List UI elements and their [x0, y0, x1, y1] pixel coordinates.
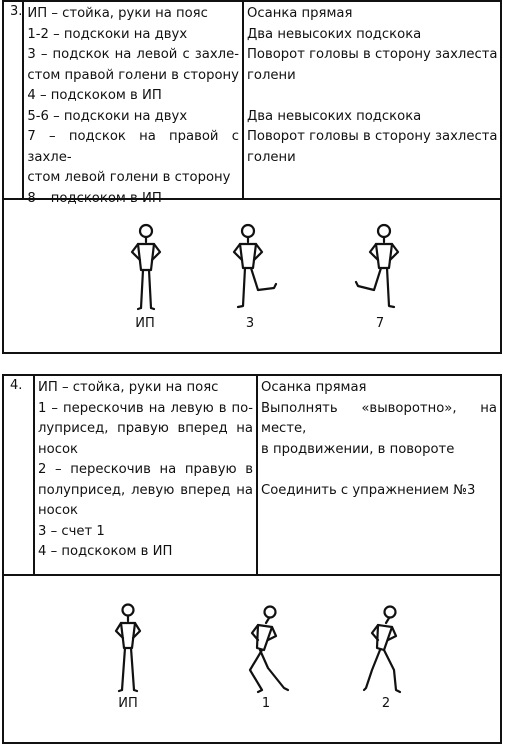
description-line: 3 – счет 1	[38, 523, 105, 539]
description-line: носок	[38, 503, 78, 518]
description-line: луприсед, правую вперед на	[38, 421, 253, 436]
figure-caption: ИП	[118, 696, 138, 711]
figure-caption: 7	[375, 316, 385, 331]
stick-figure-start-position	[122, 222, 172, 312]
exercise-3-table	[2, 0, 502, 354]
note-line: Соединить с упражнением №3	[261, 482, 476, 498]
note-line: голени	[246, 149, 296, 165]
description-line: стом левой голени в сторону	[27, 170, 231, 185]
exercise-description	[35, 376, 258, 574]
description-line: 1 – перескочив на левую в по-	[38, 400, 253, 416]
note-line: голени	[246, 67, 296, 83]
exercise-4-figures	[4, 576, 500, 742]
note-line: Два невысоких подскока	[246, 108, 422, 124]
description-line: носок	[38, 441, 78, 457]
description-line: 2 – перескочив на правую в	[38, 462, 253, 477]
description-line: 8 – подскоком в ИП	[27, 190, 162, 206]
figure-caption: 1	[261, 696, 271, 711]
note-line: Осанка прямая	[246, 6, 353, 21]
figure-caption: 3	[245, 316, 255, 331]
exercise-notes	[258, 376, 500, 574]
stick-figure-start-position	[104, 602, 154, 694]
exercise-3-text-row	[4, 2, 500, 206]
stick-figure-count-3	[226, 222, 286, 312]
exercise-number: 4.	[4, 376, 35, 574]
exercise-notes	[244, 2, 501, 198]
note-line: в продвижении, в повороте	[261, 441, 455, 457]
exercise-4-text-row	[4, 376, 500, 576]
exercise-4-table	[2, 374, 502, 744]
description-line: 7 – подскок на правой с захле-	[27, 129, 239, 165]
description-line: полуприсед, левую вперед на	[38, 482, 253, 498]
description-line: 4 – подскоком в ИП	[38, 544, 173, 559]
description-line: 5-6 – подскоки на двух	[27, 108, 188, 124]
note-line: Поворот головы в сторону захлеста	[246, 129, 498, 144]
description-line: 3 – подскок на левой с захле-	[27, 47, 239, 62]
note-line: Выполнять «выворотно», на месте,	[261, 400, 497, 436]
description-line: 4 – подскоком в ИП	[27, 88, 162, 103]
figure-caption: 2	[381, 696, 391, 711]
stick-figure-count-1	[240, 604, 296, 696]
description-line: 1-2 – подскоки на двух	[27, 26, 188, 42]
description-line: стом правой голени в сторону	[27, 67, 239, 83]
note-line	[247, 86, 498, 107]
description-line: ИП – стойка, руки на пояс	[27, 6, 208, 21]
exercise-description	[24, 2, 244, 206]
description-line: ИП – стойка, руки на пояс	[38, 380, 219, 395]
stick-figure-count-2	[360, 604, 416, 696]
exercise-number: 3.	[4, 2, 24, 198]
figure-caption: ИП	[135, 316, 155, 331]
stick-figure-count-7	[350, 222, 410, 312]
note-line: Осанка прямая	[261, 380, 367, 395]
note-line: Два невысоких подскока	[246, 26, 422, 42]
note-line: Поворот головы в сторону захлеста	[246, 47, 498, 62]
note-line	[261, 460, 497, 481]
exercise-3-figures	[4, 200, 500, 352]
